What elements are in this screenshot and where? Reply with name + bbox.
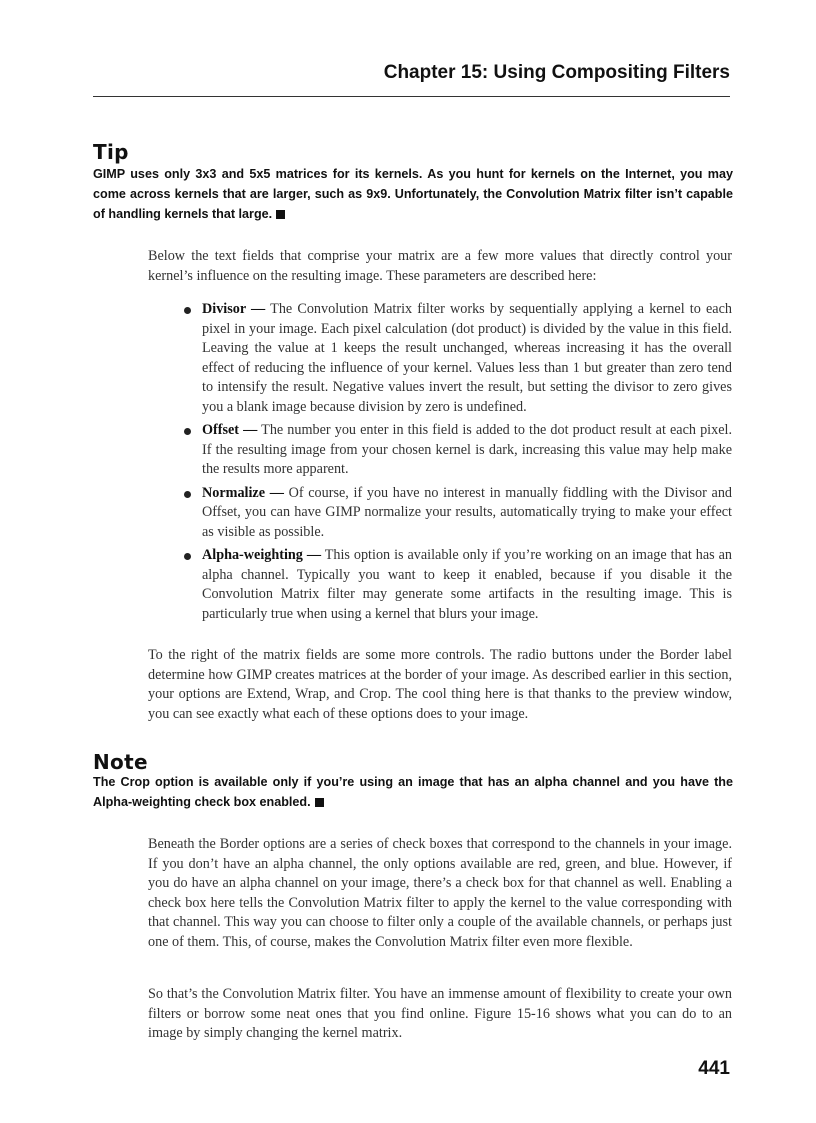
bullet-icon [184, 428, 191, 435]
list-item [148, 546, 732, 624]
intro-paragraph: Below the text fields that comprise your matrix are a few more values that directly control your kernel’s influence on the resulting image. These parameters are described here: [148, 248, 732, 284]
parameter-list [148, 300, 732, 628]
bullet-text: The Convolution Matrix filter works by sequentially applying a kernel to each pixel in your image. Each pixel calculation (dot product) is divided by the value in this field. Leaving the value at 1 keeps the result unchanged, whereas increasing it has the overall effect of reducing the influence of your kernel. Values less than 1 but greater than zero tend to intensify the result. Negative values invert the result, but setting the divisor to zero gives you a blank image because division by zero is undefined. [202, 301, 732, 415]
bullet-icon [184, 553, 191, 560]
list-item [148, 484, 732, 543]
header-divider [93, 96, 730, 97]
bullet-icon [184, 307, 191, 314]
bullet-term: Alpha-weighting — [202, 547, 322, 563]
bullet-term: Divisor — [202, 301, 266, 317]
tip-callout [93, 164, 733, 224]
bullet-text: The number you enter in this field is added to the dot product result at each pixel. If the resulting image from your chosen kernel is dark, increasing this value may help make the results more apparent. [202, 422, 732, 477]
chapter-header: Chapter 15: Using Compositing Filters [383, 62, 730, 83]
tip-text: GIMP uses only 3x3 and 5x5 matrices for its kernels. As you hunt for kernels on the Internet, you may come across kernels that are larger, such as 9x9. Unfortunately, the Convolution Matrix filter isn’t capable of handling kernels that large. [93, 167, 733, 221]
tip-label: Tip [93, 140, 129, 164]
bullet-text: Of course, if you have no interest in manually fiddling with the Divisor and Offset, you can have GIMP normalize your results, automatically trying to make your effect as visible as possible. [202, 484, 733, 540]
list-item [148, 421, 732, 480]
bullet-icon [184, 491, 191, 498]
end-of-callout-icon [315, 798, 324, 807]
channels-paragraph: Beneath the Border options are a series of check boxes that correspond to the channels in your image. If you don’t have an alpha channel, the only options available are red, green, and blue. However, if you do have an alpha channel on your image, there’s a check box for that channel as well. Enabling a check box here tells the Convolution Matrix filter to apply the kernel to the value corresponding with that channel. This way you can choose to filter only a couple of the available channels, or perhaps just one of them. This, of course, makes the Convolution Matrix filter even more flexible. [148, 836, 732, 950]
end-of-callout-icon [276, 210, 285, 219]
page-number: 441 [698, 1058, 730, 1079]
bullet-text: This option is available only if you’re working on an image that has an alpha channel. Typically you want to keep it enabled, because if you disable it the Convolution Matrix filter may generate some artifacts in the resulting image. This is particularly true when using a kernel that blurs your image. [202, 547, 733, 622]
closing-paragraph: So that’s the Convolution Matrix filter. You have an immense amount of flexibility to create your own filters or borrow some neat ones that you find online. Figure 15-16 shows what you can do to an image by simply changing the kernel matrix. [148, 986, 732, 1041]
bullet-term: Normalize — [202, 484, 284, 501]
bullet-term: Offset — [202, 422, 258, 438]
note-label: Note [93, 750, 148, 774]
note-callout [93, 772, 733, 812]
border-paragraph: To the right of the matrix fields are some more controls. The radio buttons under the Border label determine how GIMP creates matrices at the border of your image. As described earlier in this section, your options are Extend, Wrap, and Crop. The cool thing here is that thanks to the preview window, you can see exactly what each of these options does to your image. [148, 647, 732, 722]
list-item [148, 300, 732, 417]
note-text: The Crop option is available only if you’re using an image that has an alpha channel and you have the Alpha-weighting check box enabled. [93, 775, 733, 809]
